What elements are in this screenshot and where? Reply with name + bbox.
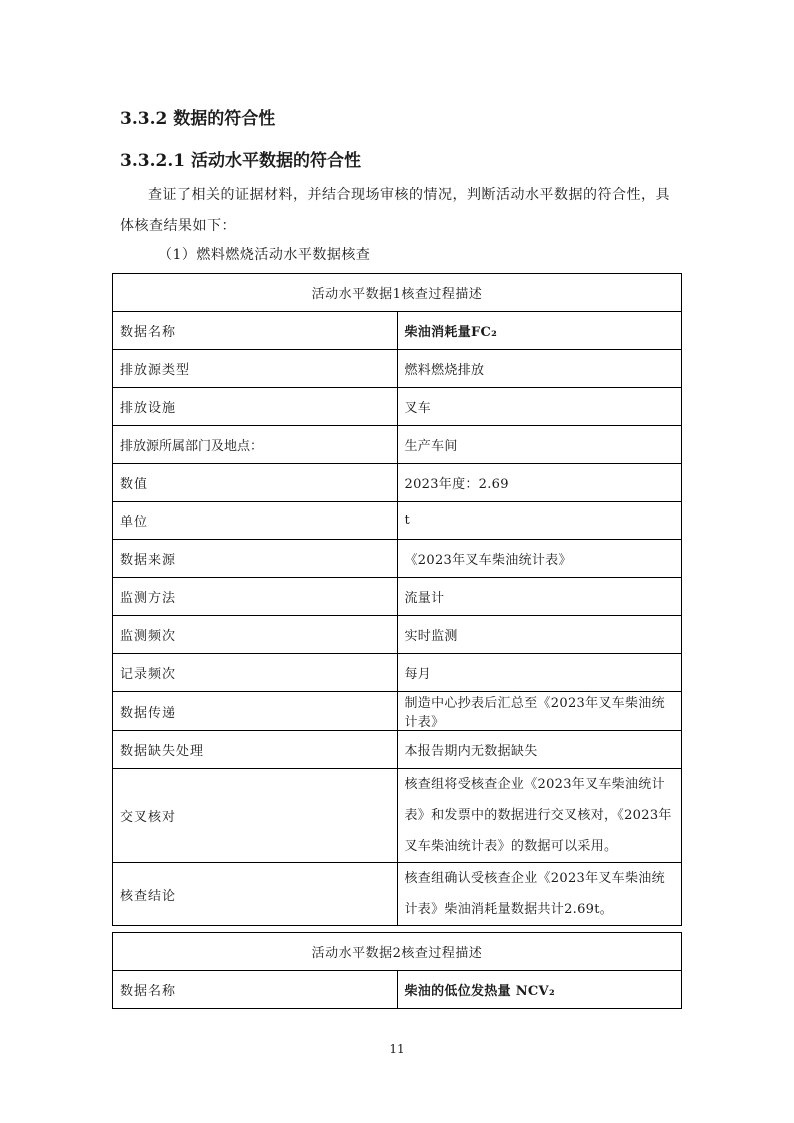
table-row bbox=[113, 578, 682, 616]
page-number: 11 bbox=[389, 1042, 405, 1056]
table-row bbox=[113, 388, 682, 426]
row-value: 实时监测 bbox=[397, 616, 682, 654]
row-value: 核查组将受核查企业《2023年叉车柴油统计表》和发票中的数据进行交叉核对，《2023年叉车柴油统计表》的数据可以采用。 bbox=[397, 769, 682, 863]
row-label: 数据名称 bbox=[113, 971, 398, 1009]
table-row bbox=[113, 863, 682, 926]
row-value: 核查组确认受核查企业《2023年叉车柴油统计表》柴油消耗量数据共计2.69t。 bbox=[397, 863, 682, 926]
activity-data-2-table bbox=[112, 932, 682, 1009]
table-row bbox=[113, 971, 682, 1009]
table-header-row bbox=[113, 274, 682, 312]
fuel-combustion-subheading: （1）燃料燃烧活动水平数据核查 bbox=[158, 247, 371, 263]
table-row bbox=[113, 616, 682, 654]
subsection-heading: 3.3.2.1 活动水平数据的符合性 bbox=[120, 151, 361, 171]
table-row bbox=[113, 769, 682, 863]
section-heading: 3.3.2 数据的符合性 bbox=[120, 109, 276, 129]
table-row bbox=[113, 464, 682, 502]
row-value: 叉车 bbox=[397, 388, 682, 426]
row-value: 生产车间 bbox=[397, 426, 682, 464]
table-row bbox=[113, 350, 682, 388]
table-row bbox=[113, 654, 682, 692]
row-label: 核查结论 bbox=[113, 863, 398, 926]
row-label: 排放源类型 bbox=[113, 350, 398, 388]
row-value: 燃料燃烧排放 bbox=[397, 350, 682, 388]
row-label: 交叉核对 bbox=[113, 769, 398, 863]
row-value: 每月 bbox=[397, 654, 682, 692]
row-label: 数值 bbox=[113, 464, 398, 502]
table-row bbox=[113, 502, 682, 540]
row-label: 数据缺失处理 bbox=[113, 731, 398, 769]
table-header-row bbox=[113, 933, 682, 971]
row-label: 数据来源 bbox=[113, 540, 398, 578]
row-value: 本报告期内无数据缺失 bbox=[397, 731, 682, 769]
table-row bbox=[113, 692, 682, 731]
table-row bbox=[113, 540, 682, 578]
intro-paragraph: 查证了相关的证据材料，并结合现场审核的情况，判断活动水平数据的符合性，具体核查结果如下： bbox=[120, 187, 670, 234]
activity-data-1-table bbox=[112, 273, 682, 926]
row-label: 监测频次 bbox=[113, 616, 398, 654]
row-label: 排放设施 bbox=[113, 388, 398, 426]
row-value: 流量计 bbox=[397, 578, 682, 616]
row-label: 记录频次 bbox=[113, 654, 398, 692]
table-title: 活动水平数据1核查过程描述 bbox=[113, 274, 682, 312]
row-value: 2023年度：2.69 bbox=[397, 464, 682, 502]
row-value: 柴油消耗量FC₂ bbox=[397, 312, 682, 350]
row-label: 数据传递 bbox=[113, 692, 398, 731]
table-row bbox=[113, 731, 682, 769]
row-value: 制造中心抄表后汇总至《2023年叉车柴油统计表》 bbox=[397, 692, 682, 731]
table-row bbox=[113, 312, 682, 350]
table-title: 活动水平数据2核查过程描述 bbox=[113, 933, 682, 971]
row-label: 排放源所属部门及地点： bbox=[113, 426, 398, 464]
table-row bbox=[113, 426, 682, 464]
row-label: 单位 bbox=[113, 502, 398, 540]
row-label: 监测方法 bbox=[113, 578, 398, 616]
row-label: 数据名称 bbox=[113, 312, 398, 350]
row-value: t bbox=[397, 502, 682, 540]
row-value: 柴油的低位发热量 NCV₂ bbox=[397, 971, 682, 1009]
row-value: 《2023年叉车柴油统计表》 bbox=[397, 540, 682, 578]
